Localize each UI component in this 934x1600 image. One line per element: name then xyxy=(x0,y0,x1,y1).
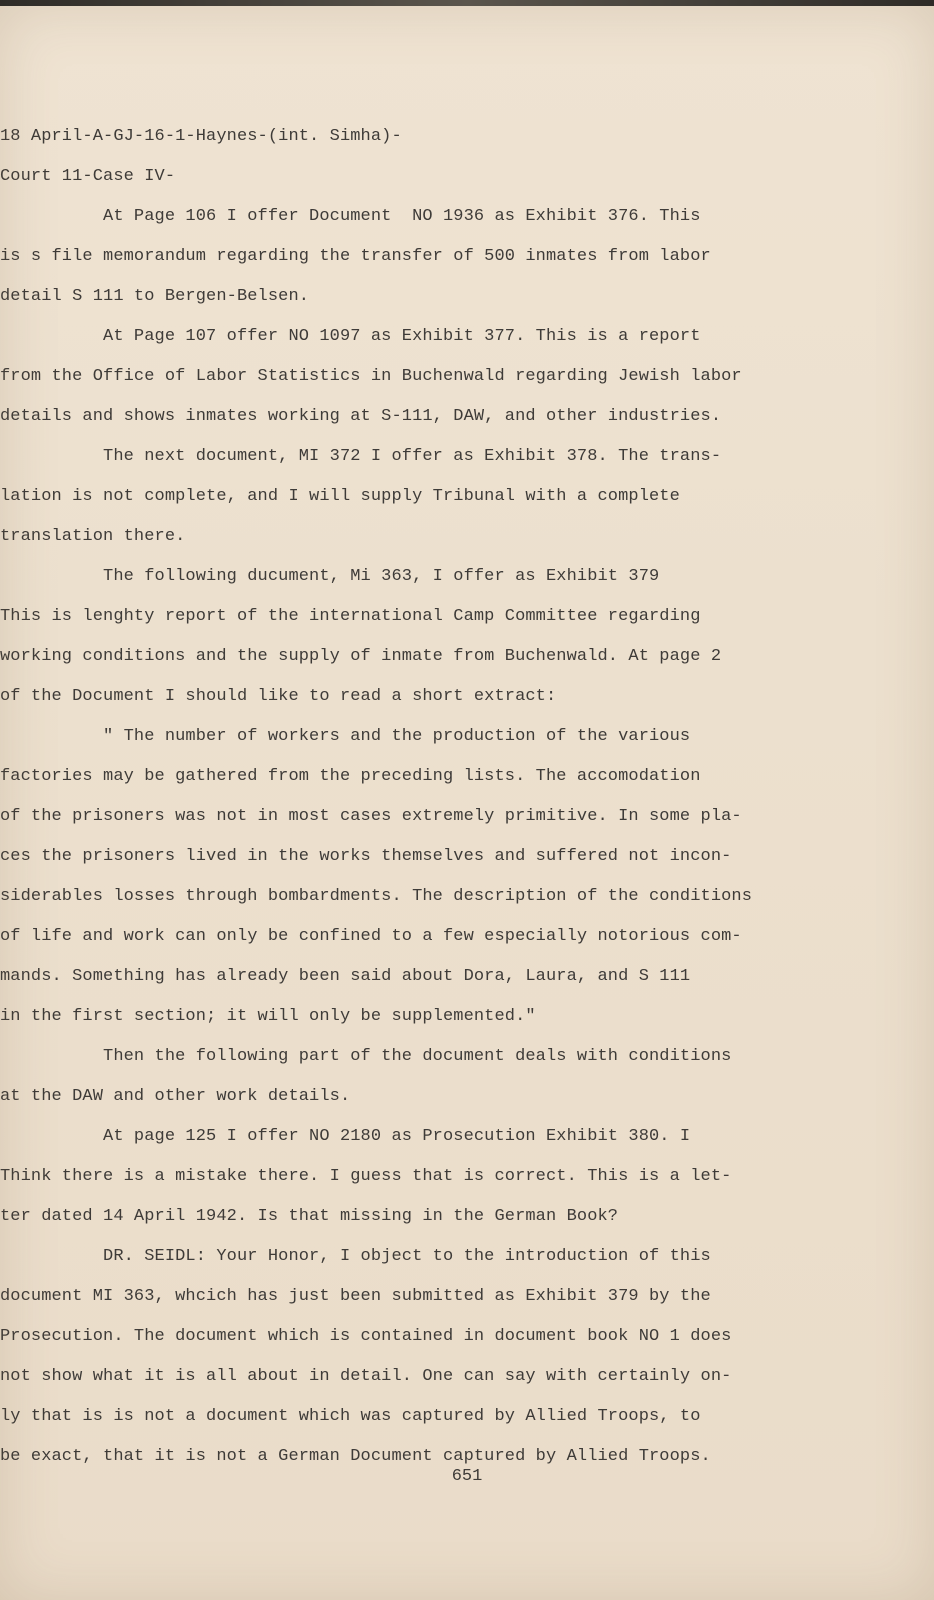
body-line: ly that is is not a document which was captured by Allied Troops, to xyxy=(0,1407,701,1426)
body-line: At Page 106 I offer Document NO 1936 as Exhibit 376. This xyxy=(0,207,701,226)
body-line: is s file memorandum regarding the transfer of 500 inmates from labor xyxy=(0,247,711,266)
body-line: be exact, that it is not a German Document captured by Allied Troops. xyxy=(0,1447,711,1466)
body-line: ter dated 14 April 1942. Is that missing in the German Book? xyxy=(0,1207,619,1226)
body-line: The next document, MI 372 I offer as Exhibit 378. The trans- xyxy=(0,447,722,466)
body-line: This is lenghty report of the international Camp Committee regarding xyxy=(0,607,701,626)
body-line: detail S 111 to Bergen-Belsen. xyxy=(0,287,310,306)
body-line: details and shows inmates working at S-111, DAW, and other industries. xyxy=(0,407,722,426)
body-line: from the Office of Labor Statistics in Buchenwald regarding Jewish labor xyxy=(0,367,742,386)
body-line: DR. SEIDL: Your Honor, I object to the introduction of this xyxy=(0,1247,711,1266)
body-line: factories may be gathered from the preceding lists. The accomodation xyxy=(0,767,701,786)
document-page xyxy=(0,6,934,1600)
body-line: lation is not complete, and I will supply Tribunal with a complete xyxy=(0,487,680,506)
body-line: of the prisoners was not in most cases extremely primitive. In some pla- xyxy=(0,807,742,826)
body-line: at the DAW and other work details. xyxy=(0,1087,351,1106)
body-line: mands. Something has already been said about Dora, Laura, and S 111 xyxy=(0,967,691,986)
header-line-2: Court 11-Case IV- xyxy=(0,167,176,186)
page-number: 651 xyxy=(451,1467,483,1486)
body-line: of life and work can only be confined to a few especially notorious com- xyxy=(0,927,742,946)
body-line: translation there. xyxy=(0,527,186,546)
body-line: in the first section; it will only be supplemented." xyxy=(0,1007,536,1026)
body-line: At Page 107 offer NO 1097 as Exhibit 377. This is a report xyxy=(0,327,701,346)
body-line: not show what it is all about in detail. One can say with certainly on- xyxy=(0,1367,732,1386)
body-line: Prosecution. The document which is contained in document book NO 1 does xyxy=(0,1327,732,1346)
body-line: of the Document I should like to read a short extract: xyxy=(0,687,557,706)
body-line: Think there is a mistake there. I guess that is correct. This is a let- xyxy=(0,1167,732,1186)
body-line: document MI 363, whcich has just been submitted as Exhibit 379 by the xyxy=(0,1287,711,1306)
body-line: The following ducument, Mi 363, I offer as Exhibit 379 xyxy=(0,567,660,586)
body-line: " The number of workers and the production of the various xyxy=(0,727,691,746)
body-line: Then the following part of the document deals with conditions xyxy=(0,1047,732,1066)
body-line: working conditions and the supply of inmate from Buchenwald. At page 2 xyxy=(0,647,722,666)
body-line: siderables losses through bombardments. The description of the conditions xyxy=(0,887,753,906)
body-line: ces the prisoners lived in the works themselves and suffered not incon- xyxy=(0,847,732,866)
body-line: At page 125 I offer NO 2180 as Prosecution Exhibit 380. I xyxy=(0,1127,691,1146)
header-line-1: 18 April-A-GJ-16-1-Haynes-(int. Simha)- xyxy=(0,127,402,146)
